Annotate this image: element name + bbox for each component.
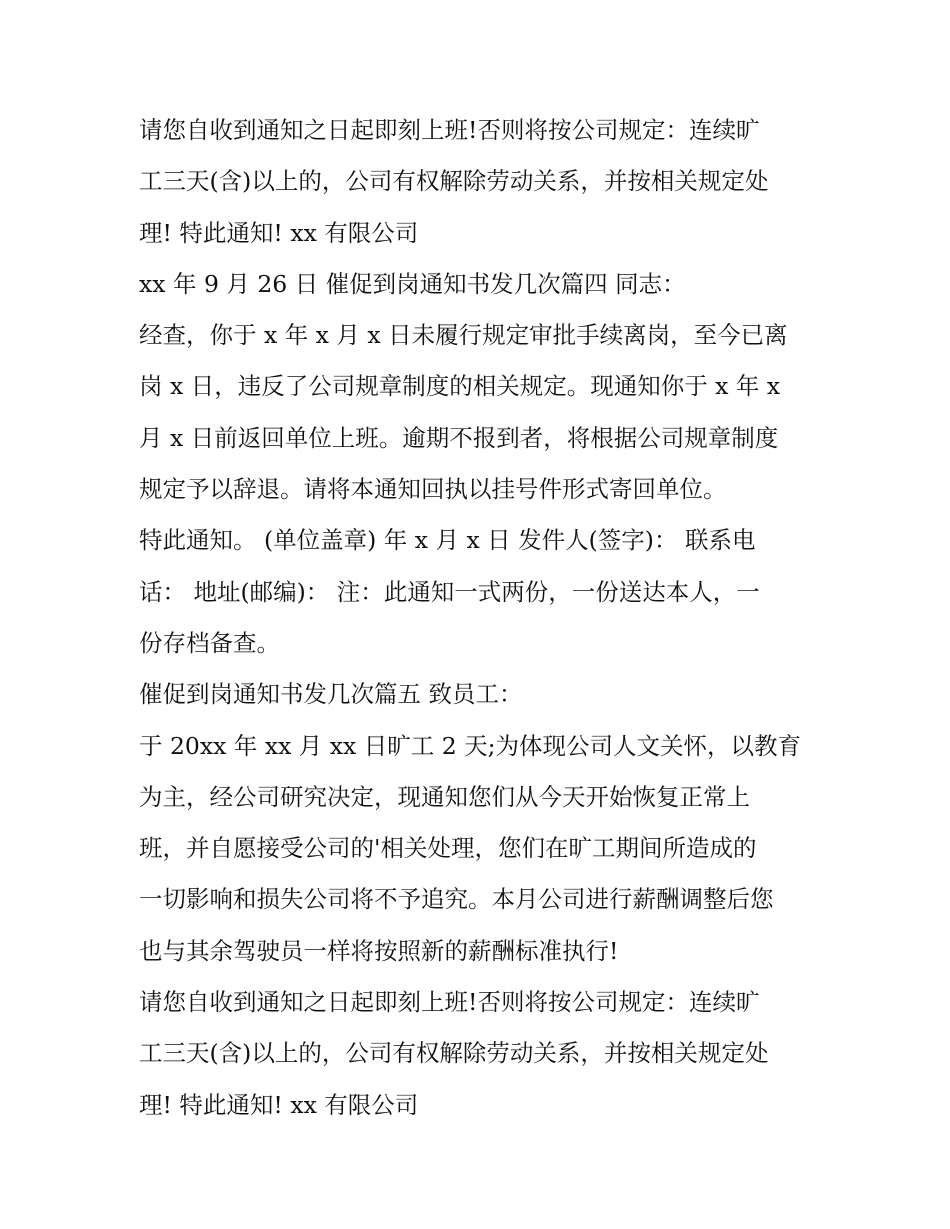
text-line: 工三天(含)以上的，公司有权解除劳动关系，并按相关规定处 (139, 1039, 769, 1068)
text-line: 特此通知。 (单位盖章) 年 x 月 x 日 发件人(签字)： 联系电 (139, 526, 756, 555)
text-line: xx 年 9 月 26 日 催促到岗通知书发几次篇四 同志： (139, 269, 686, 298)
text-line: 理! 特此通知! xx 有限公司 (139, 218, 419, 247)
document-body (139, 105, 819, 1131)
text-line: 份存档备查。 (139, 628, 280, 657)
text-line: 于 20xx 年 xx 月 xx 日旷工 2 天;为体现公司人文关怀，以教育 (139, 731, 802, 760)
text-line: 话： 地址(邮编)： 注：此通知一式两份，一份送达本人，一 (139, 577, 760, 606)
text-line: 规定予以辞退。请将本通知回执以挂号件形式寄回单位。 (139, 475, 727, 504)
text-line: 一切影响和损失公司将不予追究。本月公司进行薪酬调整后您 (139, 885, 774, 914)
text-line: 催促到岗通知书发几次篇五 致员工： (139, 680, 523, 709)
text-line: 经查，你于 x 年 x 月 x 日未履行规定审批手续离岗，至今已离 (139, 321, 788, 350)
text-line: 工三天(含)以上的，公司有权解除劳动关系，并按相关规定处 (139, 167, 769, 196)
text-line: 班，并自愿接受公司的'相关处理，您们在旷工期间所造成的 (139, 834, 757, 863)
text-line: 月 x 日前返回单位上班。逾期不报到者，将根据公司规章制度 (139, 423, 779, 452)
text-line: 为主，经公司研究决定，现通知您们从今天开始恢复正常上 (139, 782, 750, 811)
text-line: 请您自收到通知之日起即刻上班!否则将按公司规定：连续旷 (139, 988, 760, 1017)
text-line: 也与其余驾驶员一样将按照新的薪酬标准执行! (139, 936, 619, 965)
text-line: 请您自收到通知之日起即刻上班!否则将按公司规定：连续旷 (139, 116, 760, 144)
text-line: 岗 x 日，违反了公司规章制度的相关规定。现通知你于 x 年 x (139, 372, 781, 401)
text-line: 理! 特此通知! xx 有限公司 (139, 1090, 419, 1119)
